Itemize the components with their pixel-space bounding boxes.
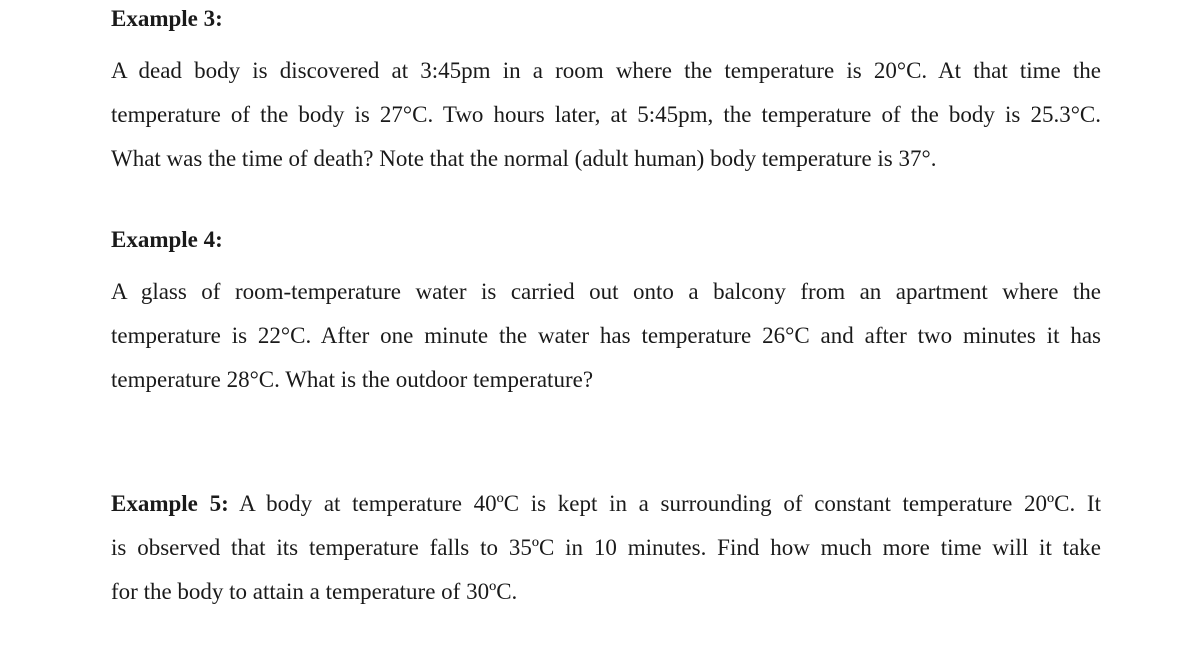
example-3 xyxy=(111,4,1101,181)
example-5-text xyxy=(111,482,1101,614)
example-5-line-2: is observed that its temperature falls to 35ºC in 10 minutes. Find how much more time will it take xyxy=(111,535,1101,560)
example-3-line-3: What was the time of death? Note that the normal (adult human) body temperature is 37°. xyxy=(111,146,937,171)
example-4-heading: Example 4: xyxy=(111,227,223,252)
example-5-heading: Example 5: xyxy=(111,491,229,516)
example-4-text xyxy=(111,270,1101,402)
example-3-heading: Example 3: xyxy=(111,6,223,31)
example-5-line-3: for the body to attain a temperature of 30ºC. xyxy=(111,579,518,604)
example-4-line-2: temperature is 22°C. After one minute the water has temperature 26°C and after two minutes it has xyxy=(111,323,1101,348)
example-5 xyxy=(111,482,1101,614)
example-5-line-1 xyxy=(111,482,1101,526)
example-3-text xyxy=(111,49,1101,181)
example-4-line-1: A glass of room-temperature water is carried out onto a balcony from an apartment where the xyxy=(111,279,1101,304)
example-5-line-1-text: A body at temperature 40ºC is kept in a surrounding of constant temperature 20ºC. It xyxy=(228,491,1101,516)
example-3-line-1: A dead body is discovered at 3:45pm in a room where the temperature is 20°C. At that time the xyxy=(111,58,1101,83)
example-4-line-3: temperature 28°C. What is the outdoor temperature? xyxy=(111,367,594,392)
example-3-line-2: temperature of the body is 27°C. Two hours later, at 5:45pm, the temperature of the body is 25.3°C. xyxy=(111,102,1101,127)
example-4 xyxy=(111,225,1101,402)
